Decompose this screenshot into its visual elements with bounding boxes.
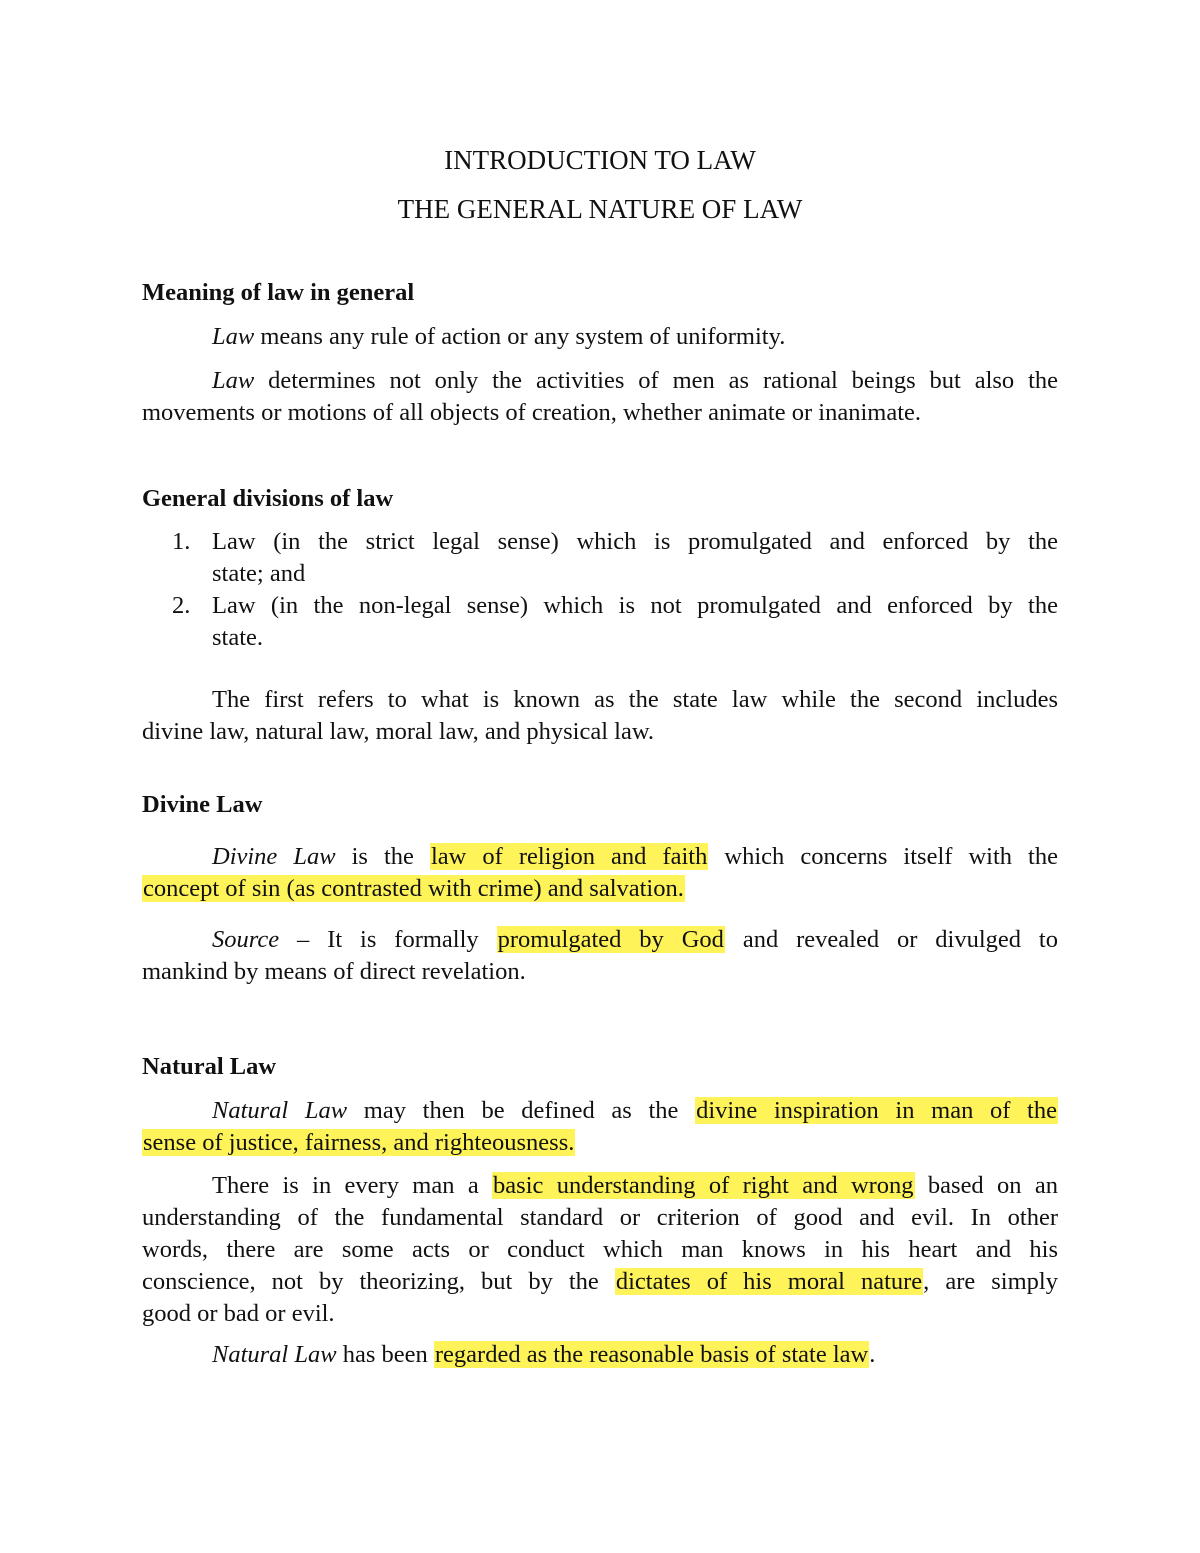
highlight: concept of sin (as contrasted with crime) and salvation.: [143, 875, 684, 902]
term-source: Source: [212, 926, 280, 953]
highlight: law of religion and faith: [430, 843, 708, 870]
natural-paragraph-1: Natural Law may then be defined as the divine inspiration in man of the sense of justice, fairness, and righteousness.: [143, 1097, 1057, 1156]
section-heading-meaning: Meaning of law in general: [142, 279, 415, 306]
section-heading-divisions: General divisions of law: [142, 485, 394, 512]
section-heading-natural: Natural Law: [142, 1053, 277, 1080]
meaning-p1-text: means any rule of action or any system of uniformity.: [254, 323, 786, 350]
divine-paragraph-2: Source – It is formally promulgated by God and revealed or divulged to mankind by means of direct revelation.: [142, 926, 1058, 985]
highlight: sense of justice, fairness, and righteousness.: [143, 1129, 575, 1156]
highlight: dictates of his moral nature: [615, 1268, 923, 1295]
meaning-paragraph-2: [142, 365, 1058, 429]
highlight: divine inspiration in man of the: [696, 1097, 1057, 1124]
list-item-number: 1.: [172, 528, 191, 555]
natural-paragraph-2: There is in every man a basic understanding of right and wrong based on an understanding of the fundamental standard or criterion of good and evil. In other words, there are some acts or conduct which man knows in his heart and his conscience, not by theorizing, but by the dictates of his moral nature, are simply good or bad or evil.: [142, 1172, 1058, 1327]
divine-paragraph-1: Divine Law is the law of religion and faith which concerns itself with the concept of sin (as contrasted with crime) and salvation.: [143, 843, 1058, 902]
term-law: Law: [212, 323, 255, 350]
meaning-p2-line1: Law determines not only the activities of men as rational beings but also the: [212, 367, 1058, 394]
document-subtitle: THE GENERAL NATURE OF LAW: [397, 194, 803, 224]
list-item-text: Law (in the non-legal sense) which is not promulgated and enforced by the state.: [212, 592, 1058, 651]
term-natural-law: Natural Law: [212, 1097, 348, 1124]
document-title: INTRODUCTION TO LAW: [444, 145, 756, 175]
term-law: Law: [212, 367, 255, 394]
highlight: regarded as the reasonable basis of state law: [434, 1341, 869, 1368]
term-natural-law: Natural Law: [212, 1341, 337, 1368]
divisions-note: The first refers to what is known as the state law while the second includes divine law, natural law, moral law, and physical law.: [142, 686, 1058, 745]
meaning-paragraph-1: [142, 321, 1058, 353]
natural-paragraph-3: Natural Law has been regarded as the reasonable basis of state law.: [212, 1341, 876, 1368]
highlight: promulgated by God: [497, 926, 724, 953]
term-divine-law: Divine Law: [212, 843, 336, 870]
list-item-number: 2.: [172, 592, 191, 619]
list-item-text: Law (in the strict legal sense) which is promulgated and enforced by the state; and: [212, 528, 1058, 587]
highlight: basic understanding of right and wrong: [493, 1172, 914, 1199]
section-heading-divine: Divine Law: [142, 791, 263, 818]
meaning-p2-line2: movements or motions of all objects of creation, whether animate or inanimate.: [142, 399, 921, 426]
